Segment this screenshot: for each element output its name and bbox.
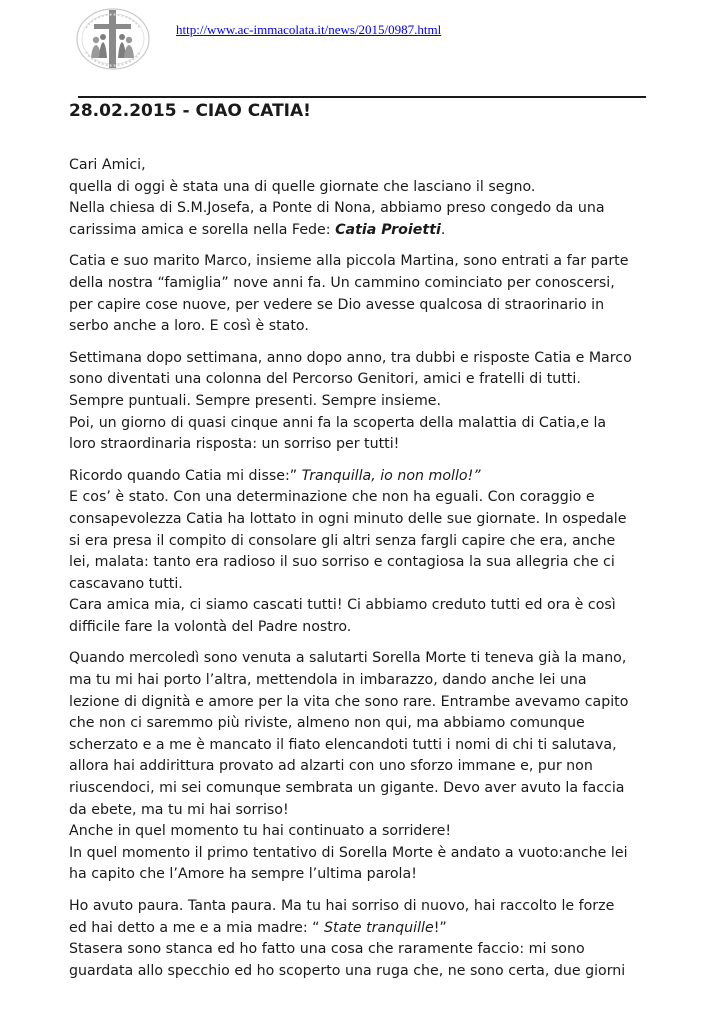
body-paragraph (69, 348, 659, 456)
text-line: serbo anche a loro. E così è stato. (69, 318, 309, 335)
body-paragraph (69, 648, 659, 886)
text-line (69, 918, 659, 940)
text-line: loro straordinaria risposta: un sorriso per tutti! (69, 436, 400, 453)
body-paragraph (69, 251, 659, 337)
text-line: per capire cose nuove, per vedere se Dio avesse qualcosa di straorinario in (69, 296, 605, 313)
text-line (69, 220, 659, 242)
highlighted-name: Catia Proietti (335, 221, 441, 238)
text-line: ha capito che l’Amore ha sempre l’ultima parola! (69, 866, 417, 883)
text-line: Cari Amici, (69, 157, 146, 173)
text-line: Anche in quel momento tu hai continuato a sorridere! (69, 823, 452, 840)
text-line: quella di oggi è stata una di quelle giornate che lasciano il segno. (69, 178, 536, 195)
text-line: lei, malata: tanto era radioso il suo sorriso e contagiosa la sua allegria che ci (69, 554, 615, 571)
text-segment: !” (433, 919, 447, 936)
text-line: riuscendoci, mi sei comunque sembrata un gigante. Devo aver avuto la faccia (69, 780, 625, 797)
text-line: che non ci saremmo più riviste, almeno non qui, ma abbiamo comunque (69, 715, 585, 732)
text-line (69, 466, 659, 488)
text-line: Catia e suo marito Marco, insieme alla piccola Martina, sono entrati a far parte (69, 253, 629, 270)
text-line: Quando mercoledì sono venuta a salutarti Sorella Morte ti teneva già la mano, (69, 650, 627, 667)
article-url-link[interactable]: http://www.ac-immacolata.it/news/2015/0987.html (176, 22, 442, 37)
body-paragraph (69, 466, 659, 639)
text-line: da ebete, ma tu mi hai sorriso! (69, 801, 289, 818)
text-line: scherzato e a me è mancato il fiato elencandoti tutti i nomi di chi ti salutava, (69, 736, 617, 753)
text-line: Stasera sono stanca ed ho fatto una cosa che raramente faccio: mi sono (69, 941, 585, 958)
text-line: si era presa il compito di consolare gli altri senza fargli capire che era, anche (69, 532, 616, 549)
text-segment: ed hai detto a me e a mia madre: “ (69, 919, 325, 936)
body-paragraph (69, 155, 659, 241)
site-logo (72, 6, 154, 72)
text-segment: Ricordo quando Catia mi disse:” (69, 467, 302, 484)
text-segment: carissima amica e sorella nella Fede: (69, 221, 336, 238)
text-line: Ho avuto paura. Tanta paura. Ma tu hai sorriso di nuovo, hai raccolto le forze (69, 898, 615, 914)
text-line: E cos’ è stato. Con una determinazione che non ha eguali. Con coraggio e (69, 489, 595, 506)
logo-emblem-icon (72, 6, 154, 72)
text-line: consapevolezza Catia ha lottato in ogni minuto delle sue giornate. In ospedale (69, 510, 627, 527)
article-title: 28.02.2015 - CIAO CATIA! (69, 101, 311, 121)
text-line: cascavano tutti. (69, 575, 183, 592)
text-line: Cara amica mia, ci siamo cascati tutti! Ci abbiamo creduto tutti ed ora è così (69, 597, 616, 614)
header-divider (78, 96, 646, 98)
text-line: lezione di dignità e amore per la vita che sono rare. Entrambe avevamo capito (69, 693, 629, 710)
text-line: Settimana dopo settimana, anno dopo anno, tra dubbi e risposte Catia e Marco (69, 349, 632, 366)
article-body (69, 155, 659, 992)
text-line: difficile fare la volontà del Padre nostro. (69, 618, 352, 635)
text-line: Poi, un giorno di quasi cinque anni fa la scoperta della malattia di Catia,e la (69, 414, 607, 431)
text-line: allora hai addirittura provato ad alzarti con uno sforzo immane e, pur non (69, 758, 593, 775)
text-line: sono diventati una colonna del Percorso Genitori, amici e fratelli di tutti. (69, 371, 581, 388)
text-line: ma tu mi hai porto l’altra, mettendola in imbarazzo, dando anche lei una (69, 672, 587, 689)
quoted-speech: Tranquilla, io non mollo!” (301, 467, 481, 484)
text-line: In quel momento il primo tentativo di Sorella Morte è andato a vuoto:anche lei (69, 844, 628, 861)
quoted-speech: State tranquille (324, 919, 434, 936)
text-line: Nella chiesa di S.M.Josefa, a Ponte di Nona, abbiamo preso congedo da una (69, 200, 605, 217)
text-line: guardata allo specchio ed ho scoperto una ruga che, ne sono certa, due giorni (69, 962, 626, 979)
text-line: Sempre puntuali. Sempre presenti. Sempre insieme. (69, 392, 442, 409)
text-line: della nostra “famiglia” nove anni fa. Un cammino cominciato per conoscersi, (69, 274, 615, 291)
text-segment: . (440, 221, 446, 238)
body-paragraph (69, 896, 659, 982)
